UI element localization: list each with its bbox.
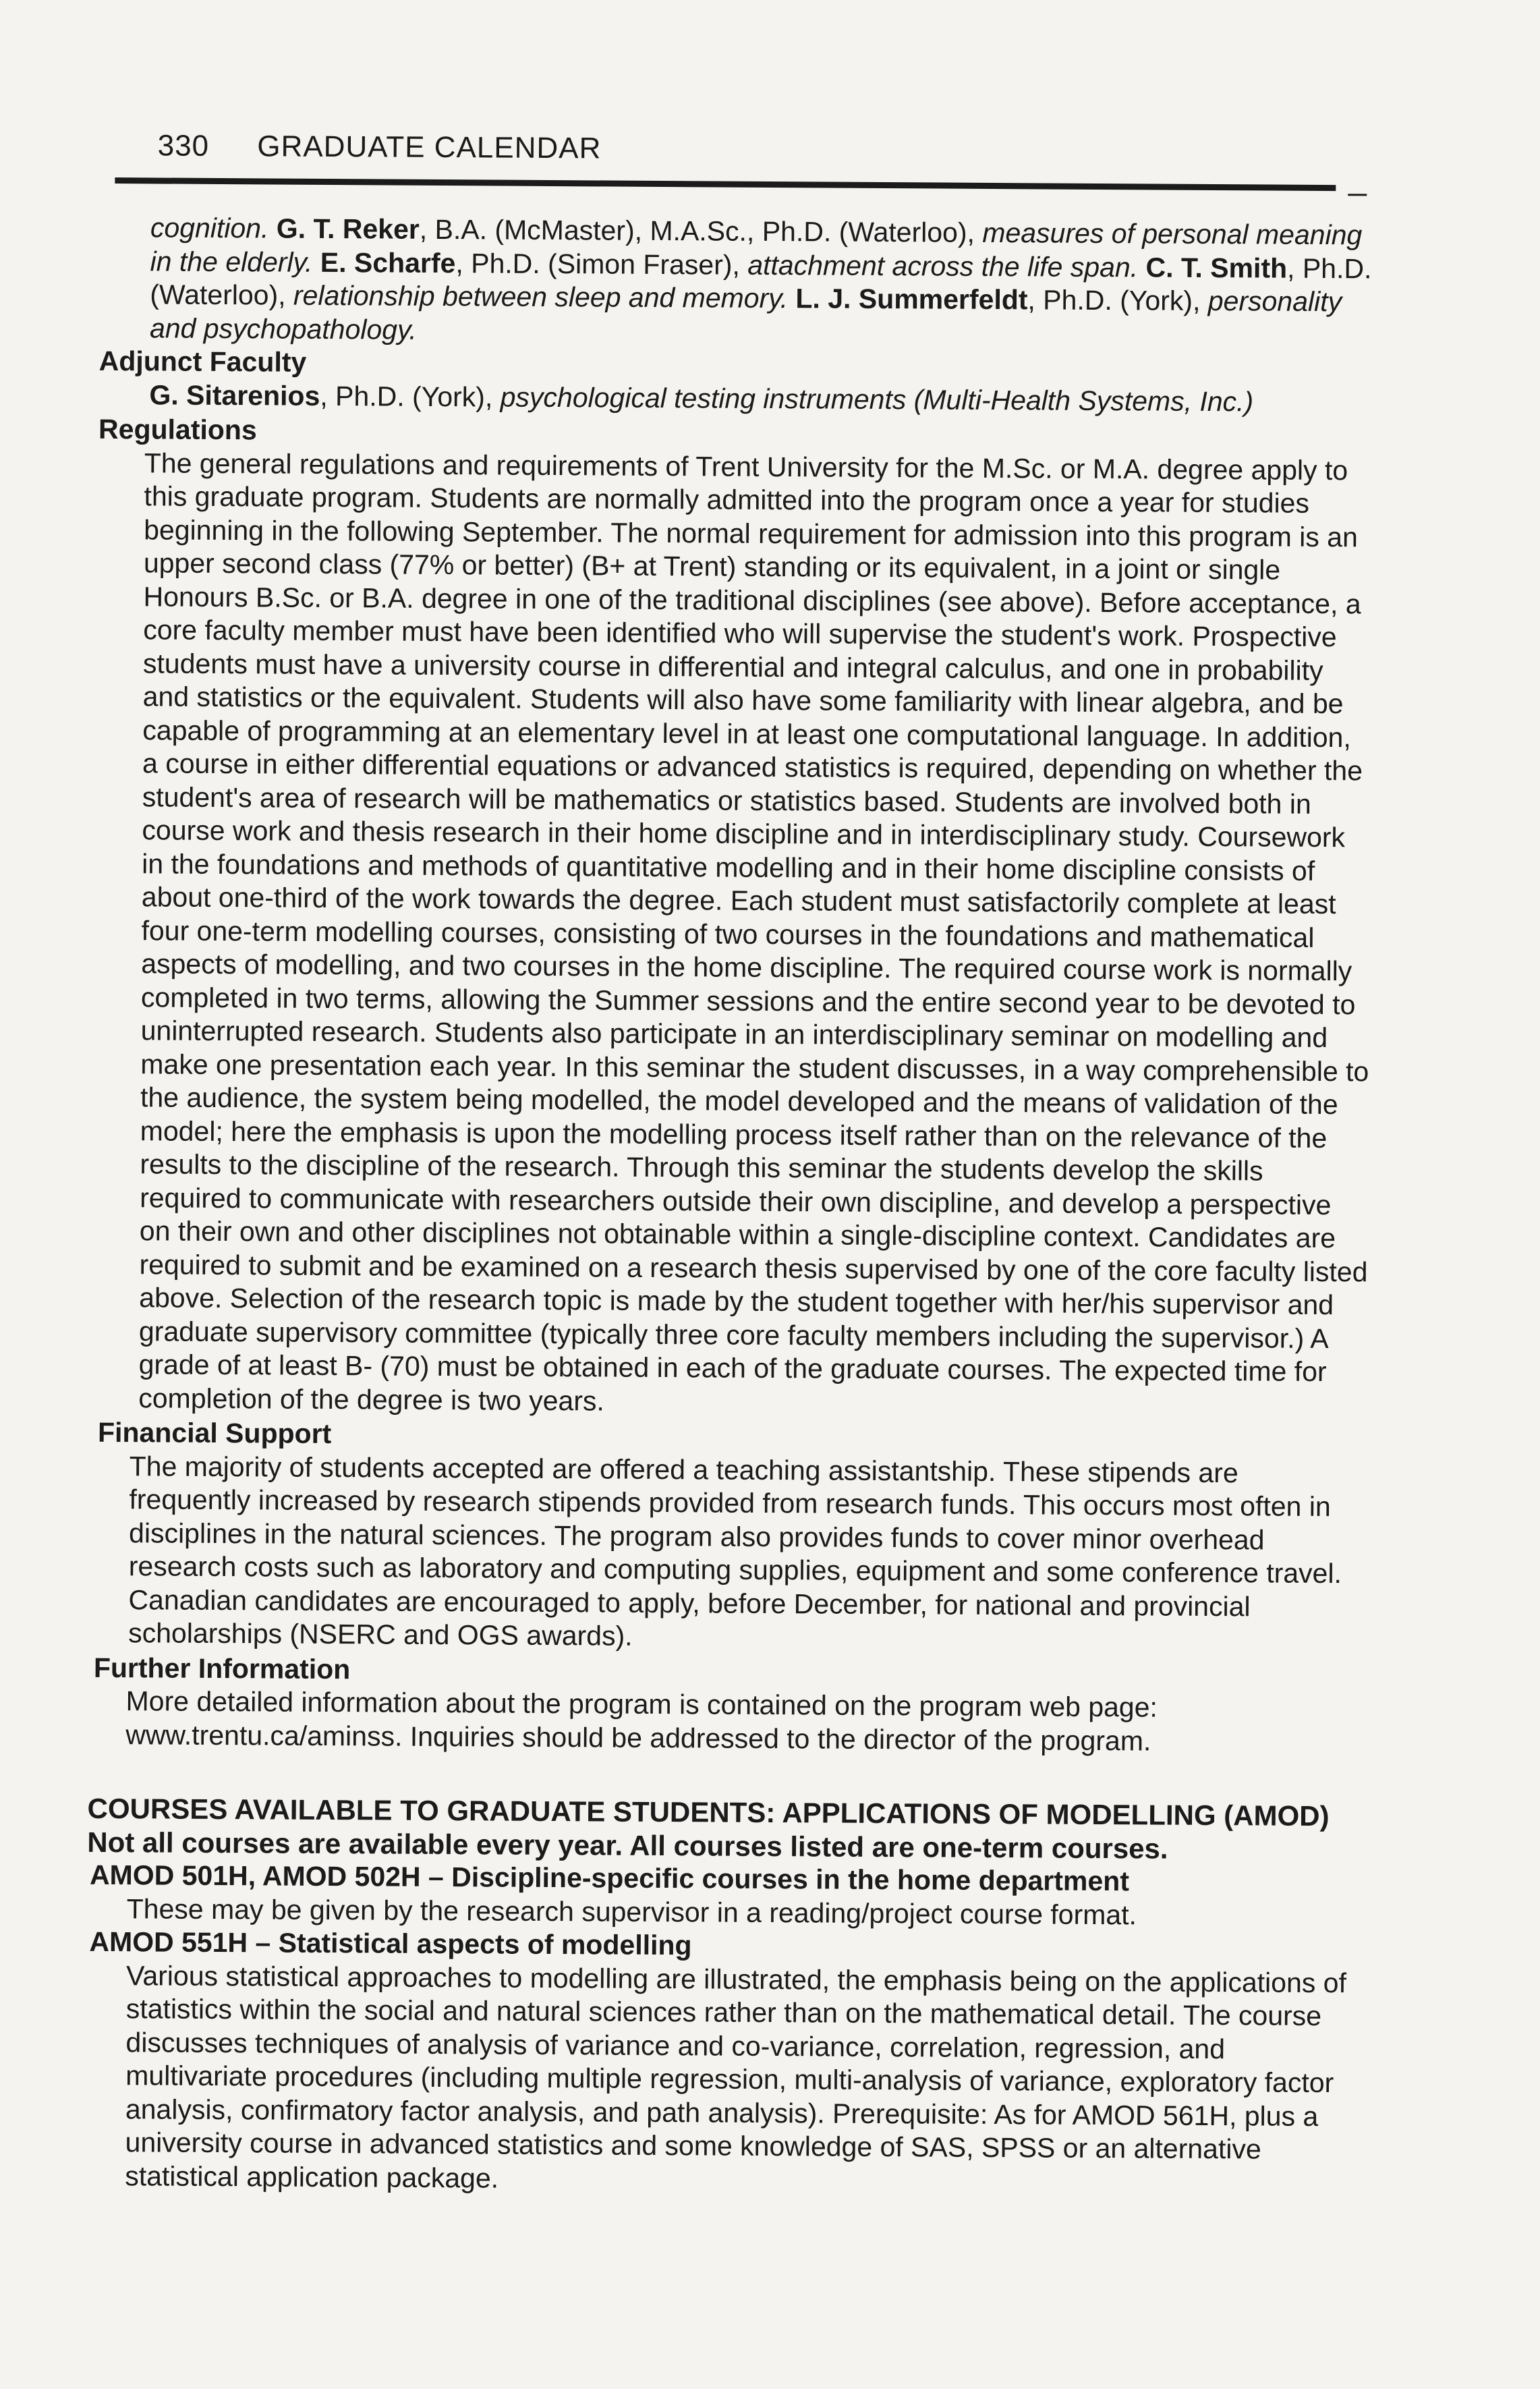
- faculty-topic: attachment across the life span.: [747, 249, 1139, 283]
- further-information-section: [90, 1651, 1366, 1759]
- page-number: 330: [157, 129, 210, 163]
- course-title: AMOD 551H – Statistical aspects of modelling: [89, 1926, 692, 1961]
- faculty-credentials: , Ph.D. (York),: [320, 380, 501, 413]
- faculty-topic: measures of personal meaning in the elderly.: [150, 217, 1363, 278]
- faculty-list: [99, 211, 1375, 353]
- regulations-section: [92, 413, 1373, 1423]
- faculty-topic: psychological testing instruments (Multi-Health Systems, Inc.): [500, 381, 1254, 417]
- course-description: Various statistical approaches to modelling are illustrated, the emphasis being on the applications of statistics within the social and natural sciences rather than on the mathematical detail. The course discusses techniques of analysis of variance and co-variance, correlation, regression, and multivariate procedures (including multiple regression, multi-analysis of variance, exploratory factor analysis, confirmatory factor analysis, and path analysis). Prerequisite: As for AMOD 561H, plus a university course in advanced statistics and some knowledge of SAS, SPSS or an alternative statistical application package.: [125, 1959, 1347, 2194]
- faculty-credentials: , Ph.D. (Waterloo),: [150, 252, 1372, 311]
- courses-title: COURSES AVAILABLE TO GRADUATE STUDENTS: APPLICATIONS OF MODELLING (AMOD): [87, 1792, 1330, 1832]
- courses-note: Not all courses are available every year. All courses listed are one-term courses.: [87, 1826, 1168, 1865]
- running-title: GRADUATE CALENDAR: [257, 130, 602, 165]
- section-heading: Adjunct Faculty: [98, 345, 307, 378]
- faculty-credentials: , Ph.D. (Simon Fraser),: [455, 247, 748, 281]
- course-item: [90, 1859, 1365, 1934]
- header-rule-end: [1348, 194, 1367, 196]
- faculty-name: E. Scharfe: [320, 246, 456, 279]
- financial-support-section: [91, 1416, 1367, 1658]
- faculty-credentials: , Ph.D. (York),: [1027, 284, 1208, 316]
- section-heading: Regulations: [98, 413, 257, 446]
- adjunct-entry: [98, 378, 1373, 419]
- section-heading: Further Information: [93, 1652, 351, 1685]
- faculty-topic: cognition.: [150, 212, 269, 244]
- page-content: [88, 211, 1375, 2200]
- adjunct-faculty-section: [98, 345, 1374, 420]
- faculty-credentials: , B.A. (McMaster), M.A.Sc., Ph.D. (Waterloo),: [419, 213, 983, 248]
- faculty-name: G. Sitarenios: [149, 378, 320, 412]
- course-description: These may be given by the research supervisor in a reading/project course format.: [126, 1892, 1137, 1930]
- section-body: More detailed information about the program is contained on the program web page: www.trentu.ca/aminss. Inquiries should be addressed to the director of the program.: [125, 1685, 1158, 1756]
- faculty-name: G. T. Reker: [276, 213, 420, 245]
- section-body: The majority of students accepted are offered a teaching assistantship. These stipends are frequently increased by research stipends provided from research funds. This occurs most often in disciplines in the natural sciences. The program also provides funds to cover minor overhead research costs such as laboratory and computing supplies, equipment and some conference travel. Canadian candidates are encouraged to apply, before December, for national and provincial scholarships (NSERC and OGS awards).: [128, 1450, 1342, 1652]
- faculty-topic: relationship between sleep and memory.: [293, 279, 789, 314]
- page-header: [158, 129, 602, 165]
- section-body: The general regulations and requirements of Trent University for the M.Sc. or M.A. degree apply to this graduate program. Students are normally admitted into the program once a year for studies beginning in the following September. The normal requirement for admission into this program is an upper second class (77% or better) (B+ at Trent) standing or its equivalent, in a joint or single Honours B.Sc. or B.A. degree in one of the traditional disciplines (see above). Before acceptance, a core faculty member must have been identified who will supervise the student's work. Prospective students must have a university course in differential and integral calculus, and one in probability and statistics or the equivalent. Students will also have some familiarity with linear algebra, and be capable of programming at an elementary level in at least one computational language. In addition, a course in either differential equations or advanced statistics is required, depending on whether the student's area of research will be mathematics or statistics based. Students are involved both in course work and thesis research in their home discipline and in interdisciplinary study. Coursework in the foundations and methods of quantitative modelling and in their home discipline consists of about one-third of the work towards the degree. Each student must satisfactorily complete at least four one-term modelling courses, consisting of two courses in the foundations and mathematical aspects of modelling, and two courses in the home discipline. The required course work is normally completed in two terms, allowing the Summer sessions and the entire second year to be devoted to uninterrupted research. Students also participate in an interdisciplinary seminar on modelling and make one presentation each year. In this seminar the student discusses, in a way comprehensible to the audience, the system being modelled, the model developed and the means of validation of the model; here the emphasis is upon the modelling process itself rather than on the relevance of the results to the discipline of the research. Through this seminar the students develop the skills required to communicate with researchers outside their own discipline, and develop a perspective on their own and other disciplines not obtainable within a single-discipline context. Candidates are required to submit and be examined on a research thesis supervised by one of the core faculty listed above. Selection of the research topic is made by the student together with her/his supervisor and graduate supervisory committee (typically three core faculty members including the supervisor.) A grade of at least B- (70) must be obtained in each of the graduate courses. The expected time for completion of the degree is two years.: [138, 447, 1369, 1417]
- faculty-name: C. T. Smith: [1145, 251, 1288, 284]
- course-item: [88, 1926, 1364, 2201]
- faculty-name: L. J. Summerfeldt: [795, 283, 1028, 316]
- faculty-paragraph: [150, 211, 1375, 352]
- section-heading: Financial Support: [97, 1416, 332, 1450]
- faculty-topic: personality and psychopathology.: [149, 285, 1342, 345]
- header-rule: [115, 177, 1336, 191]
- courses-section: [88, 1792, 1365, 2201]
- course-title: AMOD 501H, AMOD 502H – Discipline-specific courses in the home department: [89, 1859, 1130, 1897]
